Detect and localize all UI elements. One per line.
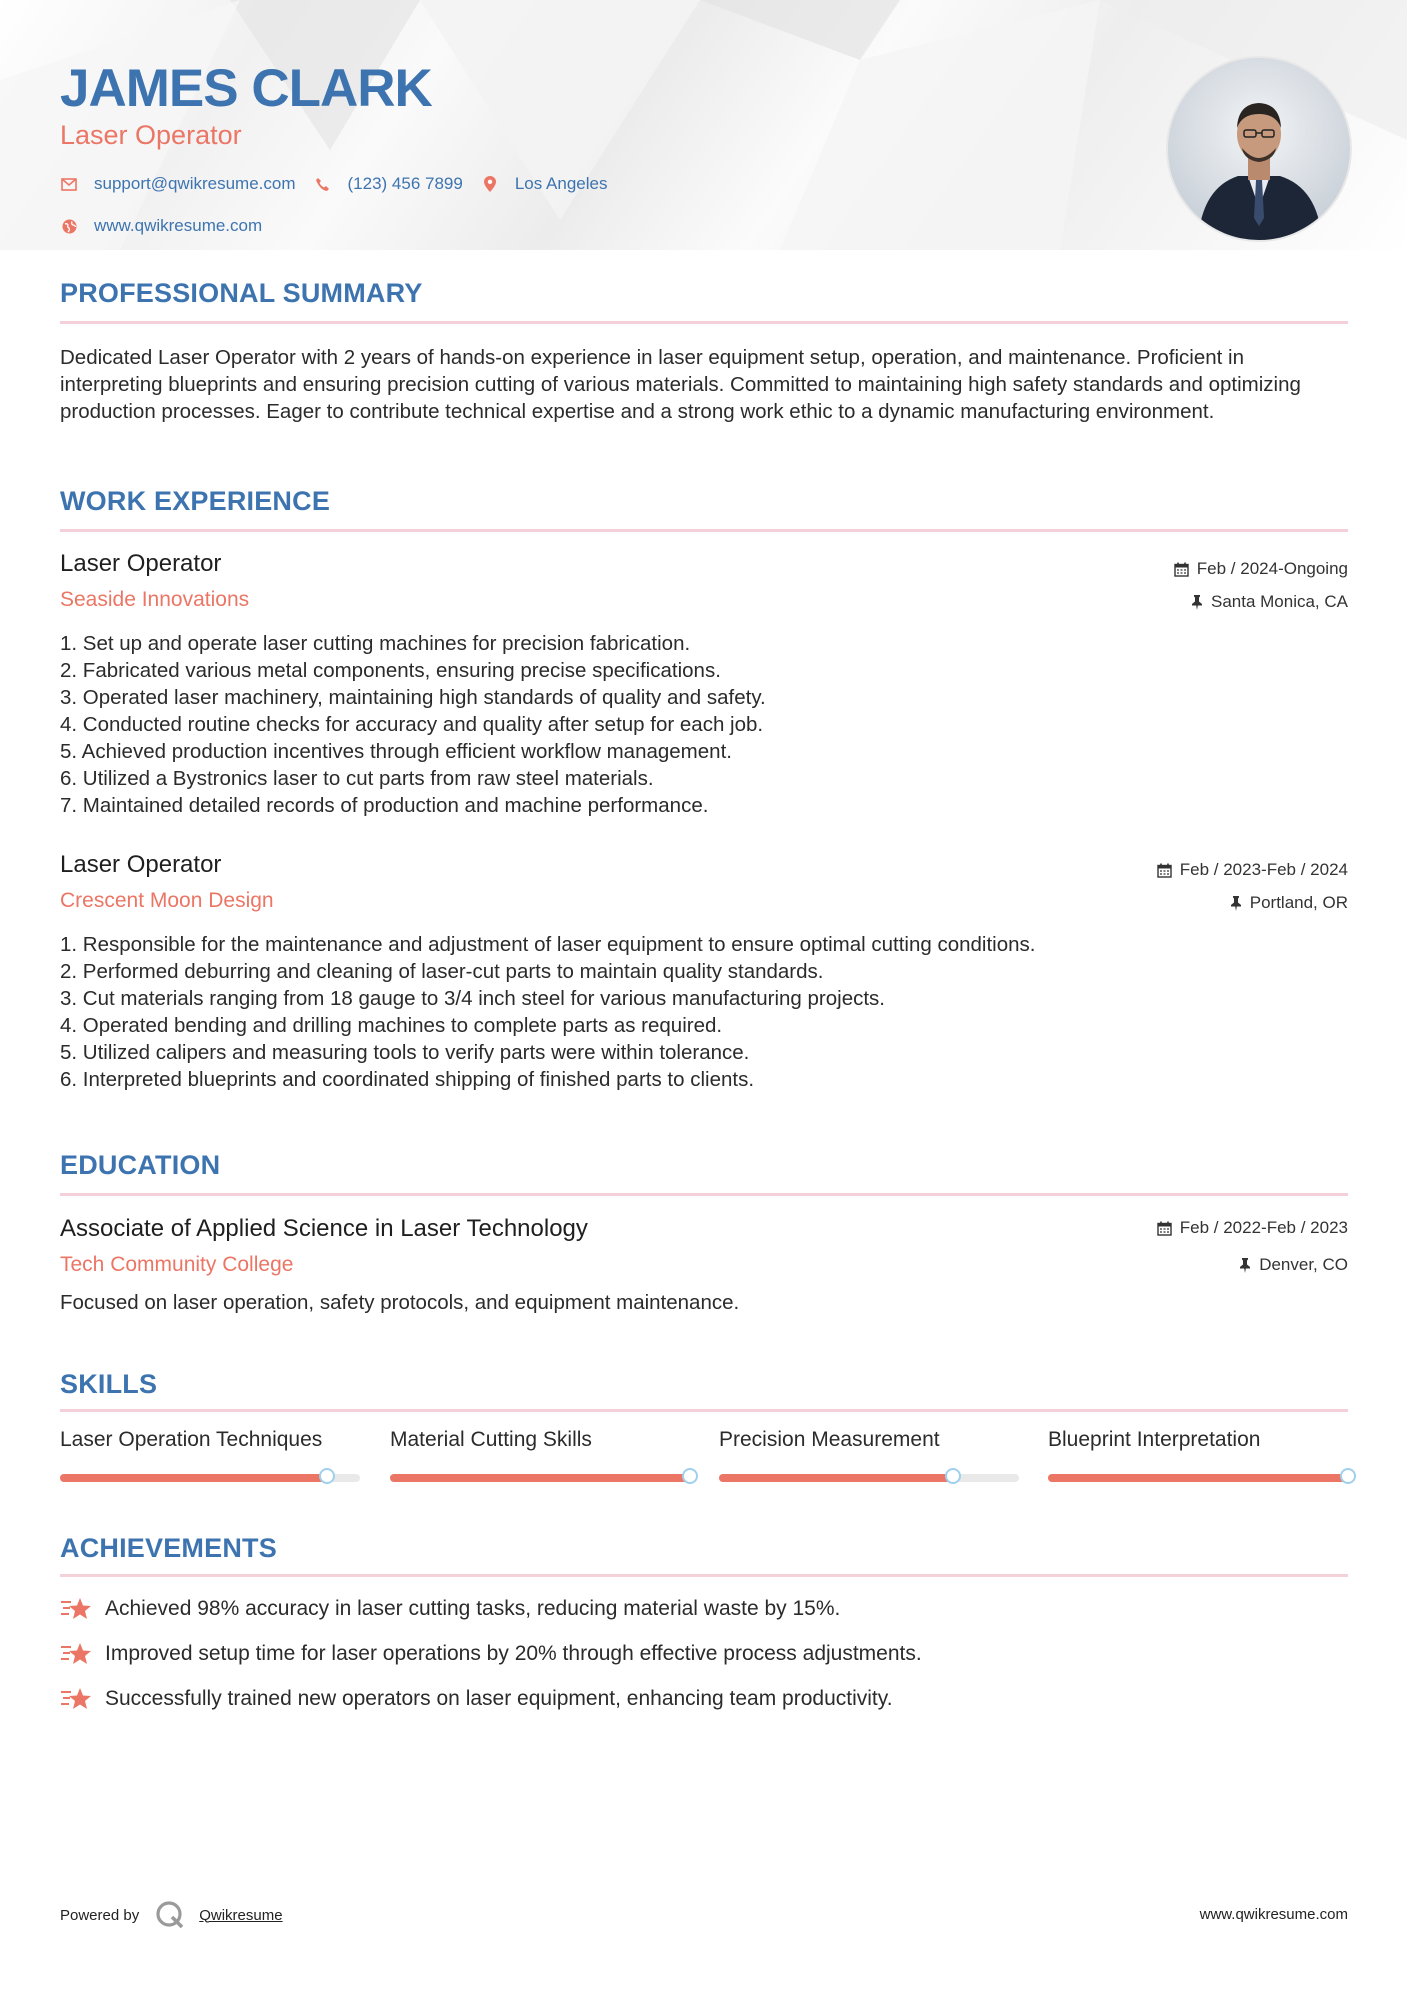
education-school: Tech Community College (60, 1253, 294, 1276)
education-divider (60, 1193, 1348, 1196)
skill-item (1048, 1428, 1348, 1452)
powered-by-label: Powered by (60, 1906, 140, 1924)
achievement-item (60, 1596, 840, 1622)
duty-item: 6. Utilized a Bystronics laser to cut parts from raw steel materials. (60, 767, 654, 790)
contact-phone[interactable] (314, 174, 463, 194)
job-company: Seaside Innovations (60, 588, 250, 611)
experience-heading: WORK EXPERIENCE (60, 486, 331, 516)
duty-item: 1. Set up and operate laser cutting machines for precision fabrication. (60, 632, 691, 655)
duty-item: 3. Cut materials ranging from 18 gauge to 3/4 inch steel for various manufacturing projects. (60, 987, 885, 1010)
skill-level-knob (682, 1468, 698, 1484)
duty-item: 6. Interpreted blueprints and coordinated shipping of finished parts to clients. (60, 1068, 755, 1091)
job-dates-text: Feb / 2023-Feb / 2024 (1179, 860, 1348, 879)
education-dates (1157, 1218, 1348, 1238)
contact-row-2 (60, 216, 280, 236)
achievement-text: Improved setup time for laser operations by 20% through effective process adjustments. (105, 1642, 922, 1665)
skill-item (390, 1428, 690, 1452)
shooting-star-icon (60, 1596, 92, 1622)
duty-item: 3. Operated laser machinery, maintaining high standards of quality and safety. (60, 686, 766, 709)
calendar-icon (1157, 1221, 1172, 1236)
skill-label: Blueprint Interpretation (1048, 1428, 1261, 1451)
education-heading: EDUCATION (60, 1150, 221, 1180)
skill-bar-fill (719, 1474, 953, 1482)
job-company: Crescent Moon Design (60, 889, 274, 912)
website-text: www.qwikresume.com (94, 216, 263, 235)
skills-divider (60, 1409, 1348, 1412)
job-dates (1157, 860, 1348, 880)
contact-location (481, 174, 608, 194)
experience-divider (60, 529, 1348, 532)
achievement-item (60, 1686, 893, 1712)
skill-label: Laser Operation Techniques (60, 1428, 323, 1451)
location-text: Los Angeles (514, 174, 608, 193)
duty-item: 5. Utilized calipers and measuring tools to verify parts were within tolerance. (60, 1041, 750, 1064)
calendar-icon (1157, 863, 1172, 878)
footer-website[interactable]: www.qwikresume.com (1199, 1906, 1348, 1923)
achievement-item (60, 1641, 922, 1667)
skill-item (60, 1428, 360, 1452)
pushpin-icon (1230, 896, 1242, 911)
skill-item (719, 1428, 1019, 1452)
skill-bar-track (390, 1474, 690, 1482)
job-title: Laser Operator (60, 550, 222, 577)
education-degree: Associate of Applied Science in Laser Technology (60, 1215, 588, 1242)
email-text: support@qwikresume.com (94, 174, 296, 193)
job-location-text: Santa Monica, CA (1210, 592, 1348, 611)
skill-bar-fill (60, 1474, 327, 1482)
skill-bar-fill (1048, 1474, 1348, 1482)
job-dates (1174, 559, 1348, 579)
duty-item: 2. Fabricated various metal components, ensuring precise specifications. (60, 659, 721, 682)
globe-icon (60, 217, 78, 235)
candidate-name: JAMES CLARK (60, 59, 432, 118)
achievement-text: Successfully trained new operators on laser equipment, enhancing team productivity. (105, 1687, 893, 1710)
skill-bar-track (60, 1474, 360, 1482)
skill-level-knob (319, 1468, 335, 1484)
candidate-title: Laser Operator (60, 120, 242, 150)
duty-item: 1. Responsible for the maintenance and adjustment of laser equipment to ensure optimal cutting conditions. (60, 933, 1036, 956)
skill-level-knob (1340, 1468, 1356, 1484)
envelope-icon (60, 175, 78, 193)
education-location (1239, 1255, 1348, 1275)
summary-text: Dedicated Laser Operator with 2 years of hands-on experience in laser equipment setup, operation, and maintenance. Proficient in interpreting blueprints and ensuring precision cutting of various materials. Committed to maintaining high safety standards and optimizing production processes. Eager to contribute technical expertise and a strong work ethic to a dynamic manufacturing environment. (60, 346, 1301, 423)
phone-icon (314, 175, 332, 193)
contact-website[interactable] (60, 216, 262, 236)
duty-item: 7. Maintained detailed records of production and machine performance. (60, 794, 709, 817)
skill-label: Material Cutting Skills (390, 1428, 592, 1451)
phone-text: (123) 456 7899 (347, 174, 463, 193)
education-dates-text: Feb / 2022-Feb / 2023 (1179, 1218, 1348, 1237)
profile-photo (1168, 58, 1350, 240)
skill-bar-track (719, 1474, 1019, 1482)
skill-label: Precision Measurement (719, 1428, 940, 1451)
shooting-star-icon (60, 1686, 92, 1712)
job-location (1230, 893, 1348, 913)
summary-heading: PROFESSIONAL SUMMARY (60, 278, 423, 308)
pushpin-icon (1191, 595, 1203, 610)
job-duties-list (60, 931, 1348, 1093)
achievements-divider (60, 1574, 1348, 1577)
skills-heading: SKILLS (60, 1369, 158, 1399)
duty-item: 5. Achieved production incentives through efficient workflow management. (60, 740, 732, 763)
duty-item: 4. Operated bending and drilling machines to complete parts as required. (60, 1014, 723, 1037)
skill-level-knob (945, 1468, 961, 1484)
skill-bar-fill (390, 1474, 690, 1482)
job-duties-list (60, 630, 1348, 819)
achievements-heading: ACHIEVEMENTS (60, 1533, 277, 1563)
education-description: Focused on laser operation, safety protocols, and equipment maintenance. (60, 1291, 740, 1314)
achievement-text: Achieved 98% accuracy in laser cutting tasks, reducing material waste by 15%. (105, 1597, 841, 1620)
calendar-icon (1174, 562, 1189, 577)
pushpin-icon (1239, 1258, 1251, 1273)
qwikresume-logo-icon (155, 1900, 185, 1930)
skill-bar-track (1048, 1474, 1348, 1482)
contact-email[interactable] (60, 174, 296, 194)
summary-divider (60, 321, 1348, 324)
qwikresume-link[interactable]: Qwikresume (199, 1906, 283, 1924)
map-pin-icon (481, 175, 499, 193)
shooting-star-icon (60, 1641, 92, 1667)
contact-row-1 (60, 174, 625, 194)
job-title: Laser Operator (60, 851, 222, 878)
education-location-text: Denver, CO (1259, 1255, 1348, 1274)
duty-item: 4. Conducted routine checks for accuracy and quality after setup for each job. (60, 713, 764, 736)
job-location-text: Portland, OR (1249, 893, 1348, 912)
duty-item: 2. Performed deburring and cleaning of laser-cut parts to maintain quality standards. (60, 960, 824, 983)
job-location (1191, 592, 1348, 612)
job-dates-text: Feb / 2024-Ongoing (1196, 559, 1348, 578)
footer-powered-by (60, 1900, 283, 1930)
